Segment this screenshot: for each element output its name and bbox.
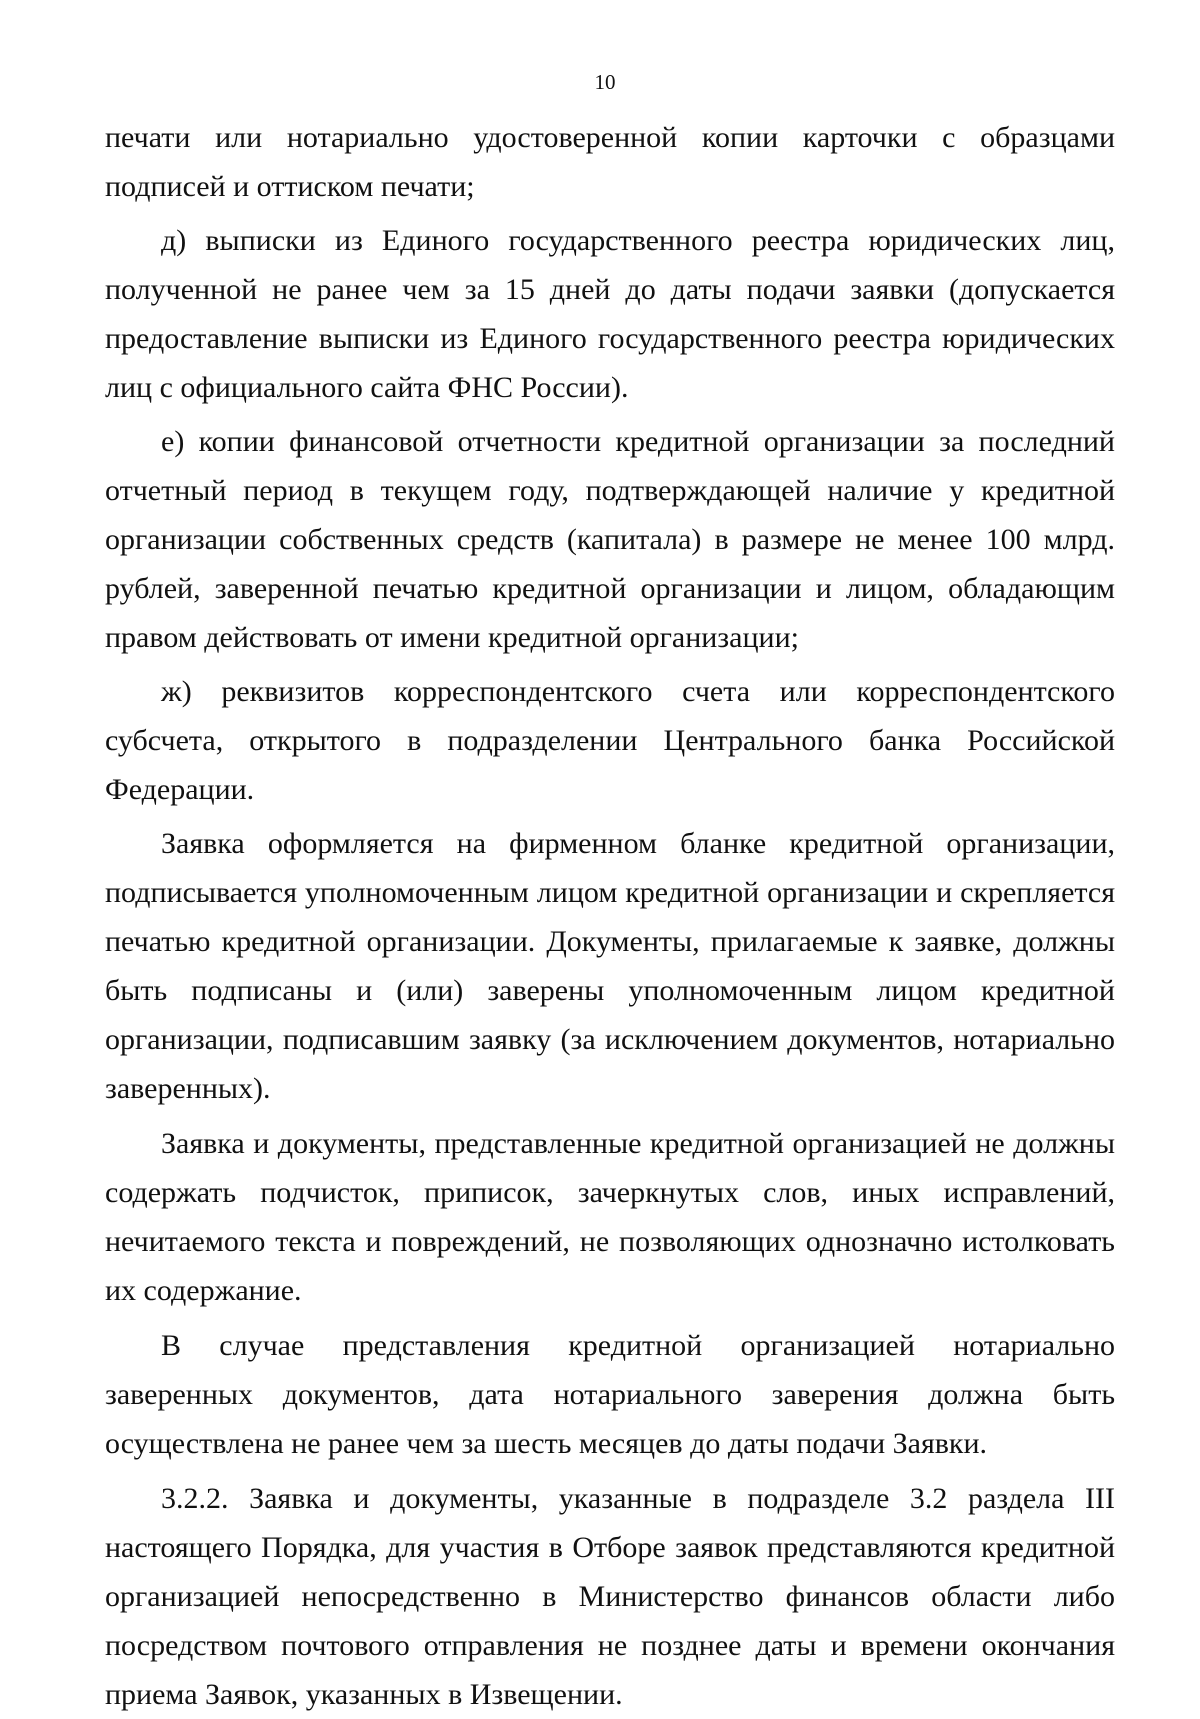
- paragraph-section-3-2-2: 3.2.2. Заявка и документы, указанные в подразделе 3.2 раздела III настоящего Порядка, для участия в Отборе заявок представляются кредитной организацией непосредственно в Министерство финансов области либо посредством почтового отправления не позднее даты и времени окончания приема Заявок, указанных в Извещении.: [105, 1482, 1115, 1711]
- paragraph-application-form: Заявка оформляется на фирменном бланке кредитной организации, подписывается уполномоченным лицом кредитной организации и скрепляется печатью кредитной организации. Документы, прилагаемые к заявке, должны быть подписаны и (или) заверены уполномоченным лицом кредитной организации, подписавшим заявку (за исключением документов, нотариально заверенных).: [105, 827, 1115, 1105]
- paragraph-item-e: е) копии финансовой отчетности кредитной организации за последний отчетный период в текущем году, подтверждающей наличие у кредитной организации собственных средств (капитала) в размере не менее 100 млрд. рублей, заверенной печатью кредитной организации и лицом, обладающим правом действовать от имени кредитной организации;: [105, 425, 1115, 654]
- paragraph-item-zh: ж) реквизитов корреспондентского счета или корреспондентского субсчета, открытого в подразделении Центрального банка Российской Федерации.: [105, 675, 1115, 806]
- paragraph-notarization: В случае представления кредитной организацией нотариально заверенных документов, дата нотариального заверения должна быть осуществлена не ранее чем за шесть месяцев до даты подачи Заявки.: [105, 1329, 1115, 1460]
- paragraph-item-d: д) выписки из Единого государственного реестра юридических лиц, полученной не ранее чем за 15 дней до даты подачи заявки (допускается предоставление выписки из Единого государственного реестра юридических лиц с официального сайта ФНС России).: [105, 224, 1115, 404]
- document-body: [105, 113, 1115, 1719]
- paragraph-application-requirements: Заявка и документы, представленные кредитной организацией не должны содержать подчисток, приписок, зачеркнутых слов, иных исправлений, нечитаемого текста и повреждений, не позволяющих однозначно истолковать их содержание.: [105, 1127, 1115, 1307]
- paragraph-continuation: печати или нотариально удостоверенной копии карточки с образцами подписей и оттиском печати;: [105, 121, 1115, 203]
- page-number: 10: [594, 70, 616, 94]
